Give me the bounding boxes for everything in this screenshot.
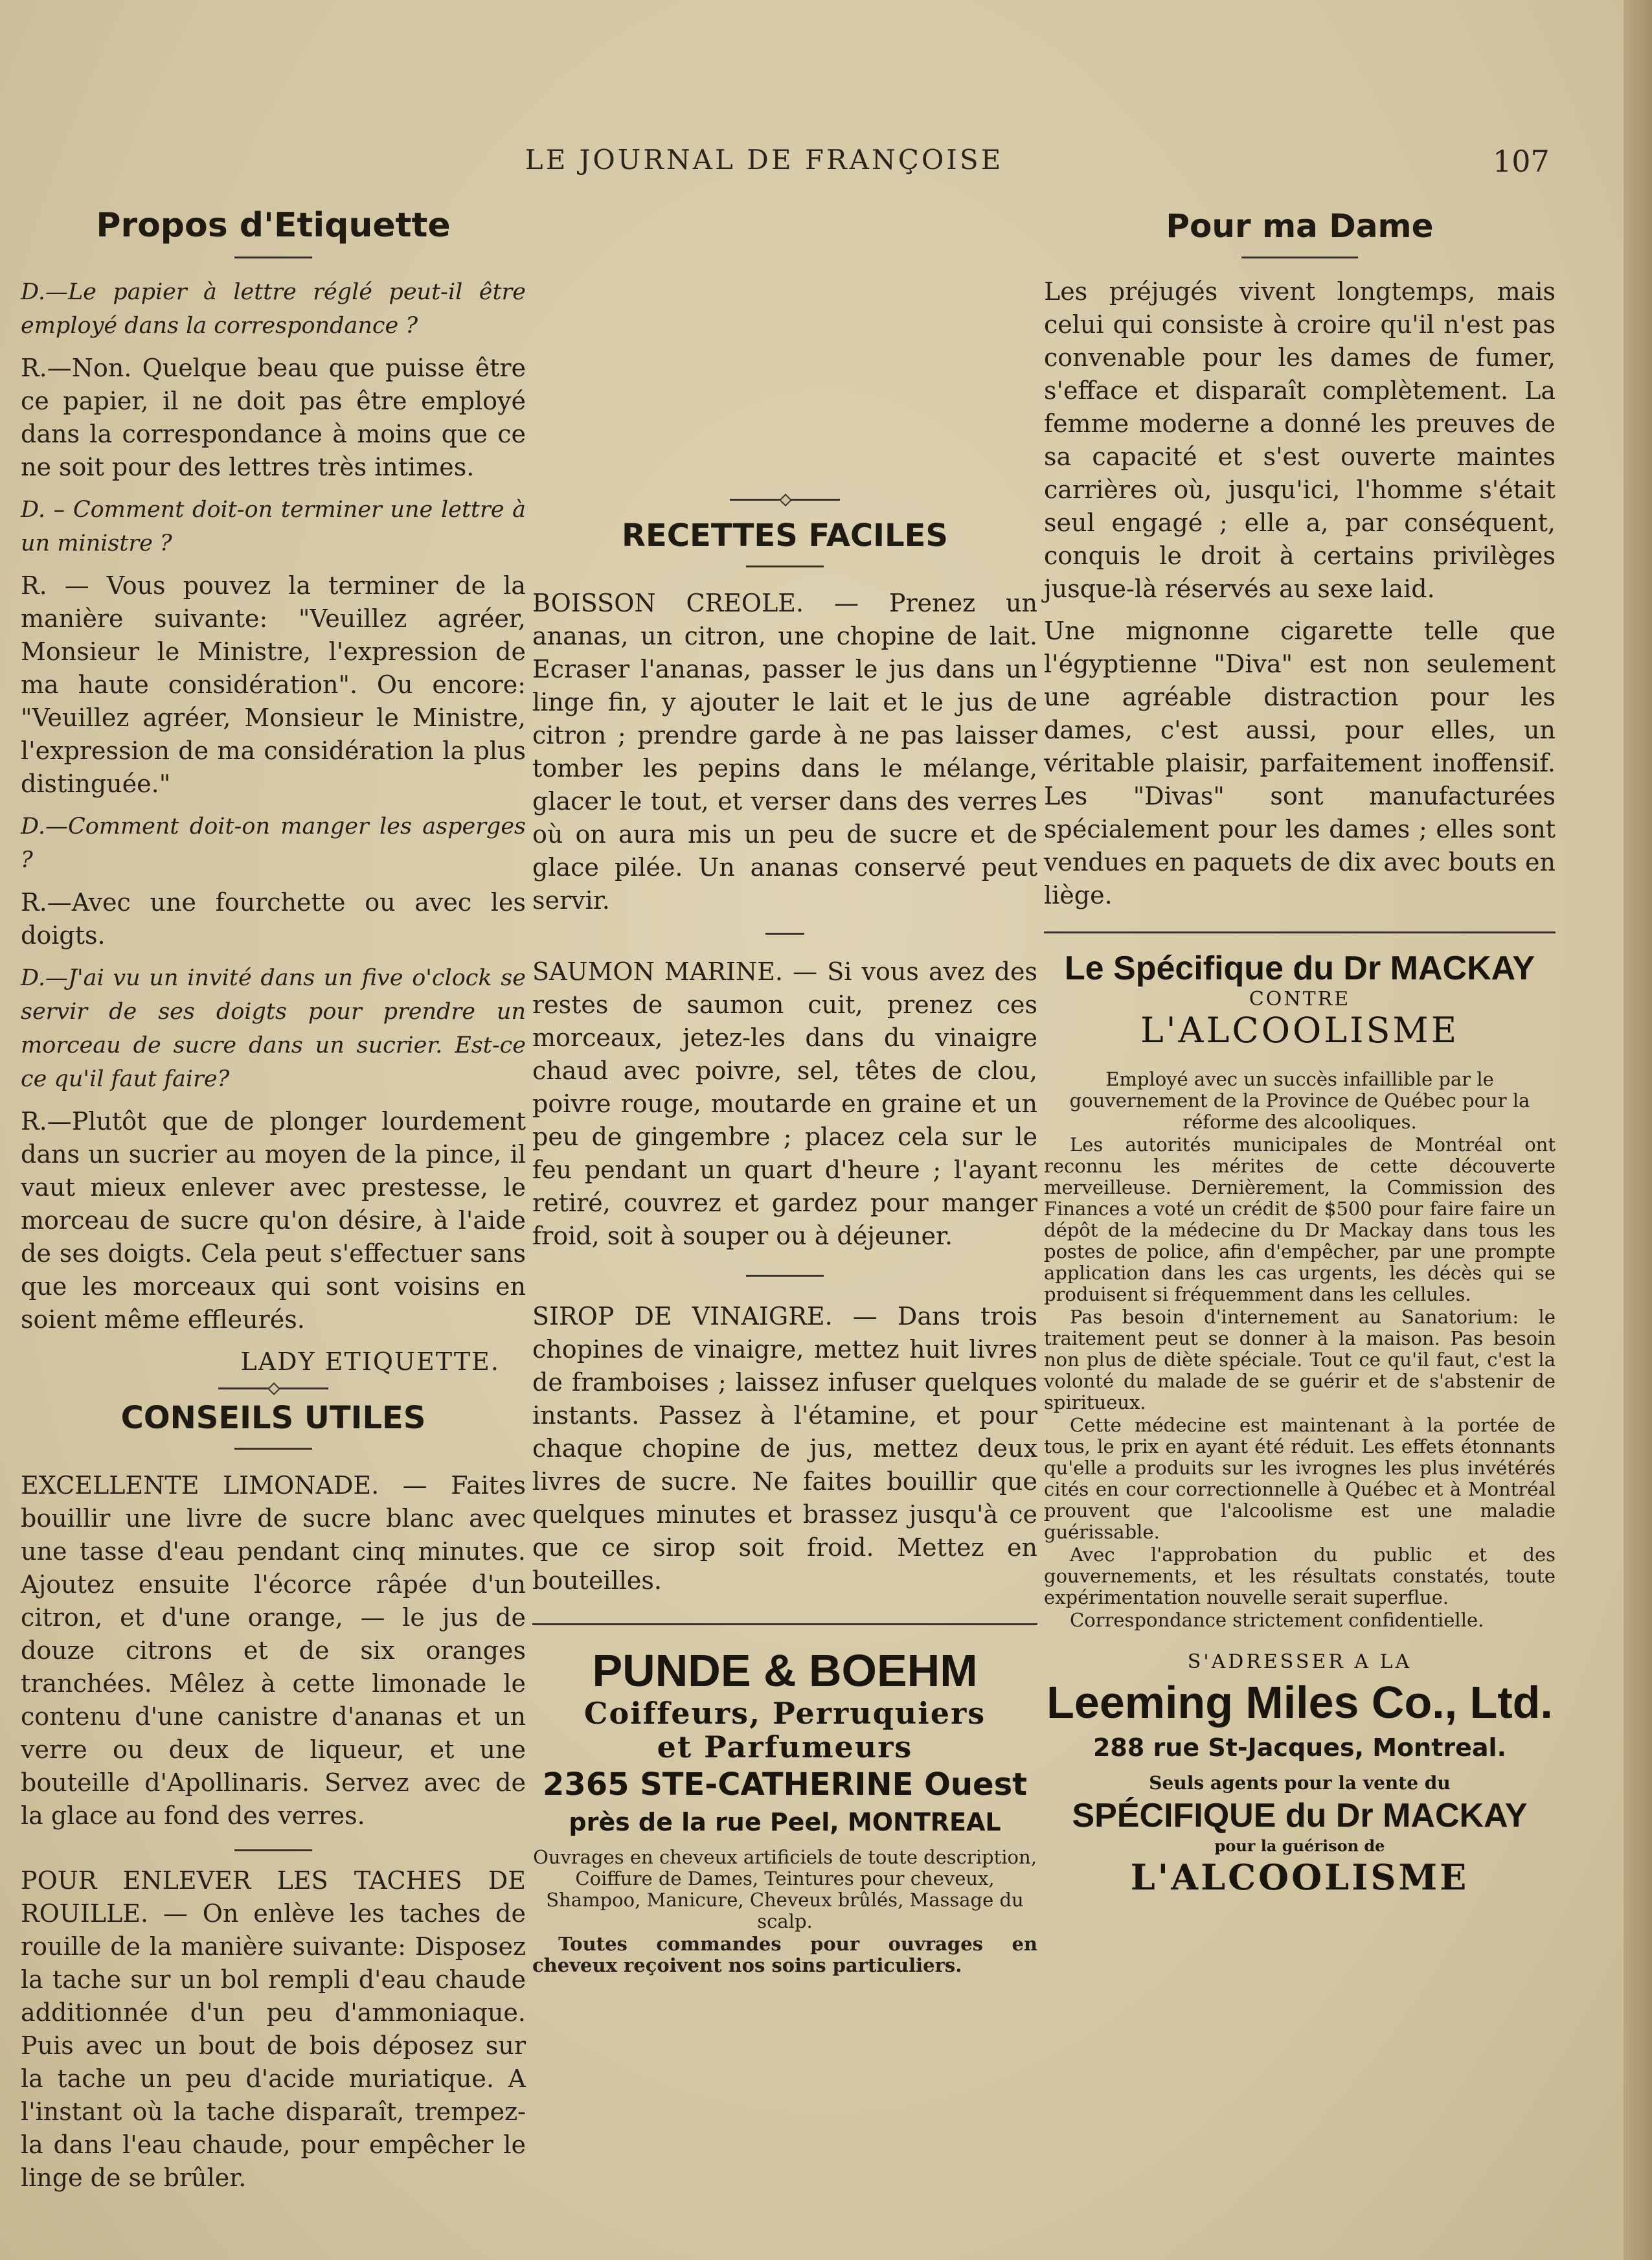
divider	[234, 1448, 312, 1450]
mackay-paragraph-6: Correspondance strictement confidentielle.	[1070, 1609, 1484, 1631]
mackay-agents: Seuls agents pour la vente du	[1149, 1772, 1451, 1794]
mackay-paragraph-2: Les autorités municipales de Montréal ont reconnu les mérites de cette découverte merveilleuse. Dernièrement, la Commission des Finances a voté un crédit de $500 pour faire faire un dépôt de la médecine du Dr Mackay dans tous les postes de police, afin d'empêcher, par une prompte application dans les cas urgents, les décès qui se produisent si fréquemment dans les cellules.	[1044, 1134, 1556, 1305]
divider	[532, 1623, 1037, 1625]
divider	[730, 499, 840, 501]
etiquette-signature: LADY ETIQUETTE.	[240, 1347, 500, 1376]
mackay-contre: CONTRE	[1249, 988, 1351, 1010]
etiquette-answer-4: R.—Plutôt que de plonger lourdement dans un sucrier au moyen de la pince, il vaut mieux enlever avec prestesse, le morceau de sucre qu'on désire, à l'aide de ses doigts. Cela peut s'effectuer sans que les morceaux qui sont voisins en soient même effleurés.	[21, 1107, 526, 1334]
etiquette-question-2: D. – Comment doit-on terminer une lettre à un ministre ?	[21, 497, 526, 556]
mackay-ad	[1044, 949, 1556, 1897]
conseils-heading: CONSEILS UTILES	[120, 1400, 426, 1436]
divider	[1044, 931, 1556, 933]
etiquette-answer-1: R.—Non. Quelque beau que puisse être ce papier, il ne doit pas être employé dans la correspondance à moins que ce ne soit pour des lettres très intimes.	[21, 354, 526, 481]
divider	[746, 565, 824, 567]
etiquette-question-1: D.—Le papier à lettre réglé peut-il être employé dans la correspondance ?	[21, 279, 526, 339]
punde-trade-line-1: Coiffeurs, Perruquiers	[583, 1696, 986, 1731]
mackay-company-address: 288 rue St-Jacques, Montreal.	[1092, 1733, 1507, 1762]
etiquette-question-3: D.—Comment doit-on manger les asperges ?	[21, 814, 526, 873]
punde-boehm-name: PUNDE & BOEHM	[592, 1645, 978, 1696]
mackay-alcoolisme-2: L'ALCOOLISME	[1130, 1856, 1469, 1898]
punde-location: près de la rue Peel, MONTREAL	[569, 1808, 1001, 1836]
column-1	[21, 194, 526, 2204]
limonade-recipe: EXCELLENTE LIMONADE. — Faites bouillir une livre de sucre blanc avec une tasse d'eau pendant cinq minutes. Ajoutez ensuite l'écorce râpée d'un citron, et d'une orange, — le jus de douze citrons et de six oranges tranchées. Mêlez à cette limonade le contenu d'une canistre d'ananas et un verre ou deux de liqueur, et une bouteille d'Apollinaris. Servez avec de la glace au fond des verres.	[21, 1471, 526, 1830]
punde-boehm-ad	[532, 1645, 1037, 1976]
column-3	[1044, 194, 1556, 1897]
punde-address: 2365 STE-CATHERINE Ouest	[542, 1766, 1028, 1803]
mackay-company: Leeming Miles Co., Ltd.	[1047, 1677, 1553, 1728]
punde-description: Ouvrages en cheveux artificiels de toute description, Coiffure de Dames, Teintures pour cheveux, Shampoo, Manicure, Cheveux brûlés, Massage du scalp.	[533, 1846, 1037, 1932]
mackay-specifique: SPÉCIFIQUE du Dr MACKAY	[1072, 1797, 1528, 1834]
recettes-heading: RECETTES FACILES	[622, 518, 948, 554]
page-number: 107	[1493, 144, 1550, 179]
divider	[765, 933, 804, 935]
dame-paragraph-2: Une mignonne cigarette telle que l'égyptienne "Diva" est non seulement une agréable distraction pour les dames, c'est aussi, pour elles, un véritable plaisir, parfaitement inoffensif. Les "Divas" sont manufacturées spécialement pour les dames ; elles sont vendues en paquets de dix avec bouts en liège.	[1044, 617, 1556, 909]
divider	[234, 1849, 312, 1851]
taches-rouille-text: POUR ENLEVER LES TACHES DE ROUILLE. — On enlève les taches de rouille de la manière suivante: Disposez la tache sur un bol rempli d'eau chaude additionnée d'un peu d'ammoniaque. Puis avec un bout de bois déposez sur la tache un peu d'acide muriatique. A l'instant où la tache disparaît, trempez-la dans l'eau chaude, pour empêcher le linge de se brûler.	[21, 1866, 526, 2192]
mackay-guerison: pour la guérison de	[1214, 1836, 1385, 1855]
etiquette-question-4: D.—J'ai vu un invité dans un five o'clock se servir de ses doigts pour prendre un morceau de sucre dans un sucrier. Est-ce ce qu'il faut faire?	[21, 965, 526, 1092]
etiquette-answer-3: R.—Avec une fourchette ou avec les doigts.	[21, 888, 526, 950]
etiquette-heading: Propos d'Etiquette	[96, 206, 451, 245]
dame-heading: Pour ma Dame	[1166, 207, 1434, 245]
mackay-paragraph-1: Employé avec un succès infaillible par le gouvernement de la Province de Québec pour la réforme des alcooliques.	[1069, 1068, 1530, 1133]
running-head: LE JOURNAL DE FRANÇOISE	[525, 144, 1004, 176]
mackay-adresser: S'ADRESSER A LA	[1187, 1650, 1412, 1673]
divider	[1241, 257, 1358, 258]
page-edge	[1624, 0, 1652, 2260]
mackay-paragraph-4: Cette médecine est maintenant à la portée de tous, le prix en ayant été réduit. Les effets étonnants qu'elle a produits sur les ivrognes les plus invétérés cités en cour correctionnelle à Québec et à Montréal prouvent que l'alcoolisme est une maladie guérissable.	[1044, 1414, 1556, 1543]
divider	[234, 257, 312, 258]
punde-trade-line-2: et Parfumeurs	[657, 1729, 913, 1764]
punde-orders-note: Toutes commandes pour ouvrages en cheveux reçoivent nos soins particuliers.	[532, 1933, 1037, 1976]
divider	[218, 1387, 328, 1389]
dame-paragraph-1: Les préjugés vivent longtemps, mais celui qui consiste à croire qu'il n'est pas convenable pour les dames de fumer, s'efface et disparaît complètement. La femme moderne a donné les preuves de sa capacité et s'est ouverte maintes carrières où, jusqu'ici, l'homme s'était seul engagé ; elle a, par conséquent, conquis le droit à certains privilèges jusque-là réservés au sexe laid.	[1044, 277, 1556, 603]
mackay-title: Le Spécifique du Dr MACKAY	[1064, 950, 1535, 987]
sirop-vinaigre-recipe: SIROP DE VINAIGRE. — Dans trois chopines de vinaigre, mettez huit livres de framboises ; laissez infuser quelques instants. Passez à l'étamine, et pour chaque chopine de jus, mettez deux livres de sucre. Ne faites bouillir que quelques minutes et brassez jusqu'à ce que ce sirop soit froid. Mettez en bouteilles.	[532, 1302, 1037, 1595]
saumon-marine-recipe: SAUMON MARINE. — Si vous avez des restes de saumon cuit, prenez ces morceaux, jetez-les dans du vinaigre chaud avec poivre, sel, têtes de clou, poivre rouge, moutarde en graine et un peu de gingembre ; placez cela sur le feu pendant un quart d'heure ; l'ayant retiré, couvrez et gardez pour manger froid, soit à souper ou à déjeuner.	[532, 957, 1037, 1250]
boisson-creole-recipe: BOISSON CREOLE. — Prenez un ananas, un citron, une chopine de lait. Ecraser l'ananas, passer le jus dans un linge fin, y ajouter le lait et le jus de citron ; prendre garde à ne pas laisser tomber les pepins dans le mélange, glacer le tout, et verser dans des verres où on aura mis un peu de sucre et de glace pilée. Un ananas conservé peut servir.	[532, 589, 1037, 915]
mackay-paragraph-3: Pas besoin d'internement au Sanatorium: le traitement peut se donner à la maison. Pas besoin non plus de diète spéciale. Tout ce qu'il faut, c'est la volonté du malade de se guérir et de s'abstenir de spiritueux.	[1044, 1306, 1556, 1413]
mackay-alcoolisme: L'ALCOOLISME	[1140, 1010, 1460, 1051]
etiquette-answer-2: R. — Vous pouvez la terminer de la manière suivante: "Veuillez agréer, Monsieur le Ministre, l'expression de ma haute considération". Ou encore: "Veuillez agréer, Monsieur le Ministre, l'expression de ma considération la plus distinguée."	[21, 571, 526, 798]
divider	[746, 1275, 824, 1277]
mackay-paragraph-5: Avec l'approbation du public et des gouvernements, et les résultats constatés, toute expérimentation nouvelle serait superflue.	[1044, 1544, 1556, 1608]
column-2	[532, 194, 1037, 1978]
